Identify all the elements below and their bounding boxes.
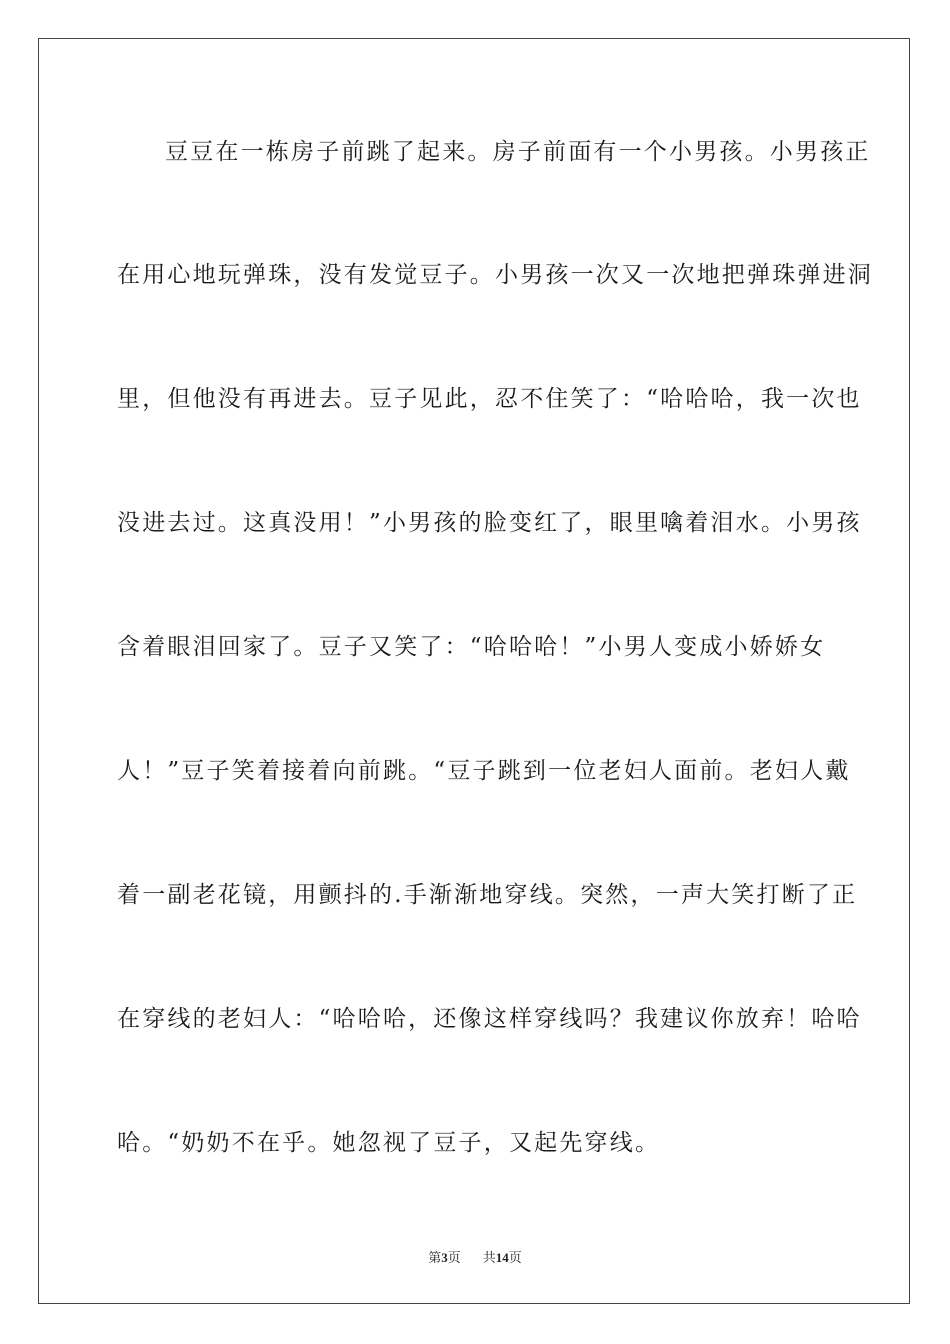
page-border (38, 38, 910, 1304)
text-line: 在穿线的老妇人：“哈哈哈，还像这样穿线吗？我建议你放弃！哈哈 (117, 1006, 862, 1032)
paragraph-first-line: 豆豆在一栋房子前跳了起来。房子前面有一个小男孩。小男孩正 (165, 139, 871, 165)
text-line: 人！”豆子笑着接着向前跳。“豆子跳到一位老妇人面前。老妇人戴 (117, 758, 851, 784)
footer-total-prefix: 共 (482, 1250, 496, 1265)
text-line: 在用心地玩弹珠，没有发觉豆子。小男孩一次又一次地把弹珠弹进洞 (117, 262, 873, 288)
text-line: 哈。“奶奶不在乎。她忽视了豆子，又起先穿线。 (117, 1130, 661, 1156)
footer-total-suffix: 页 (508, 1250, 522, 1265)
page-footer (0, 1247, 950, 1266)
text-line: 着一副老花镜，用颤抖的.手渐渐地穿线。突然，一声大笑打断了正 (117, 882, 858, 908)
text-line: 里，但他没有再进去。豆子见此，忍不住笑了：“哈哈哈，我一次也 (117, 386, 862, 412)
footer-page-suffix: 页 (447, 1250, 461, 1265)
text-line: 含着眼泪回家了。豆子又笑了：“哈哈哈！”小男人变成小娇娇女 (117, 634, 826, 660)
text-line: 没进去过。这真没用！”小男孩的脸变红了，眼里噙着泪水。小男孩 (117, 510, 862, 536)
footer-page-prefix: 第 (428, 1250, 442, 1265)
footer-total-pages: 14 (495, 1250, 509, 1265)
footer-page-number: 3 (441, 1250, 448, 1265)
